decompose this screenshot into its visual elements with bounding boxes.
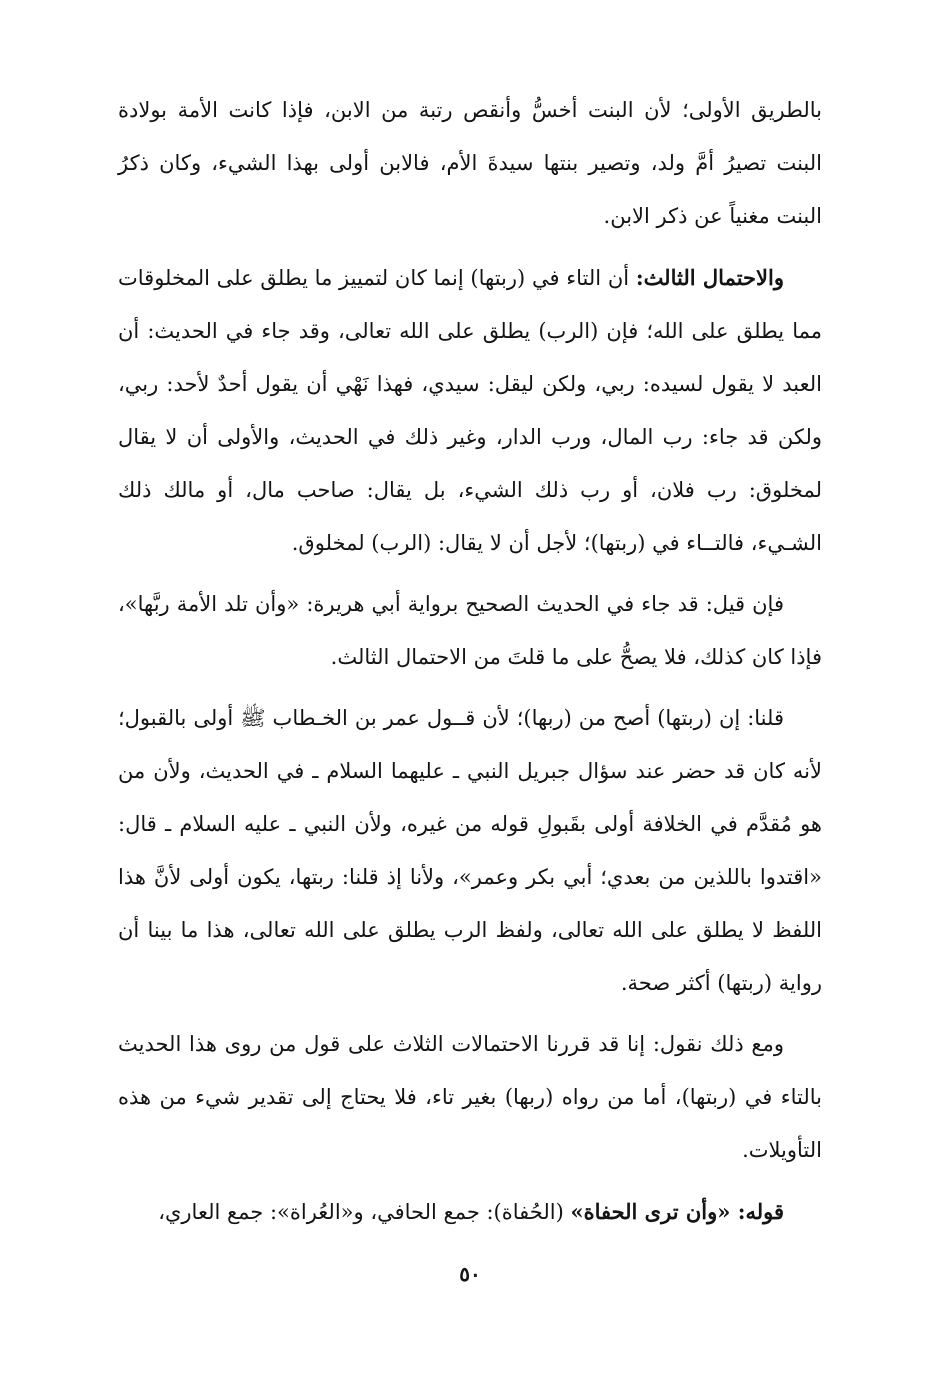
paragraph-1-text: بالطريق الأولى؛ لأن البنت أخسُّ وأنقص رتبة من الابن، فإذا كانت الأمة بولادة البنت تصيرُ أمَّ ولد، وتصير بنتها سيدةَ الأم، فالابن أولى بهذا الشيء، وكان ذكرُ البنت مغنياً عن ذكر الابن.: [118, 98, 822, 228]
paragraph-5-text: ومع ذلك نقول: إنا قد قررنا الاحتمالات الثلاث على قول من روى هذا الحديث بالتاء في (ربتها)، أما من رواه (ربها) بغير تاء، فلا يحتاج إلى تقدير شيء من هذه التأويلات.: [118, 1032, 822, 1162]
paragraph-6-lead: قوله: «وأن ترى الحفاة»: [570, 1199, 784, 1224]
paragraph-2-text: أن التاء في (ربتها) إنما كان لتمييز ما يطلق على المخلوقات مما يطلق على الله؛ فإن (الرب) يطلق على الله تعالى، وقد جاء في الحديث: أن العبد لا يقول لسيده: ربي، ولكن ليقل: سيدي، فهذا نَهْي أن يقول أحدٌ لأحد: ربي، ولكن قد جاء: رب المال، ورب الدار، وغير ذلك في الحديث، والأولى أن لا يقال لمخلوق: رب فلان، أو رب ذلك الشيء، بل يقال: صاحب مال، أو مالك ذلك الشـيء، فالتــاء في (ربتها)؛ لأجل أن لا يقال: (الرب) لمخلوق.: [118, 266, 822, 555]
paragraph-6: [118, 1185, 822, 1239]
document-page: [118, 84, 822, 1247]
paragraph-4: [118, 692, 822, 1010]
paragraph-4-text: قلنا: إن (ربتها) أصح من (ربها)؛ لأن قــول عمر بن الخـطاب ﷺ أولى بالقبول؛ لأنه كان قد حضر عند سؤال جبريل النبي ـ عليهما السلام ـ في الحديث، ولأن من هو مُقدَّم في الخلافة أولى بقَبولِ قوله من غيره، ولأن النبي ـ عليه السلام ـ قال: «اقتدوا باللذين من بعدي؛ أبي بكر وعمر»، ولأنا إذ قلنا: ربتها، يكون أولى لأنَّ هذا اللفظ لا يطلق على الله تعالى، ولفظ الرب يطلق على الله تعالى، هذا ما بينا أن رواية (ربتها) أكثر صحة.: [118, 706, 822, 995]
paragraph-2-lead: والاحتمال الثالث:: [635, 265, 784, 290]
paragraph-5: [118, 1018, 822, 1177]
paragraph-6-text: (الحُفاة): جمع الحافي، و«العُراة»: جمع العاري،: [158, 1200, 571, 1224]
paragraph-3-text: فإن قيل: قد جاء في الحديث الصحيح برواية أبي هريرة: «وأن تلد الأمة ربَّها»، فإذا كان كذلك، فلا يصحُّ على ما قلتَ من الاحتمال الثالث.: [118, 592, 822, 669]
paragraph-3: [118, 578, 822, 684]
page-number: ٥٠: [459, 1262, 481, 1286]
paragraph-1: [118, 84, 822, 243]
paragraph-2: [118, 251, 822, 570]
